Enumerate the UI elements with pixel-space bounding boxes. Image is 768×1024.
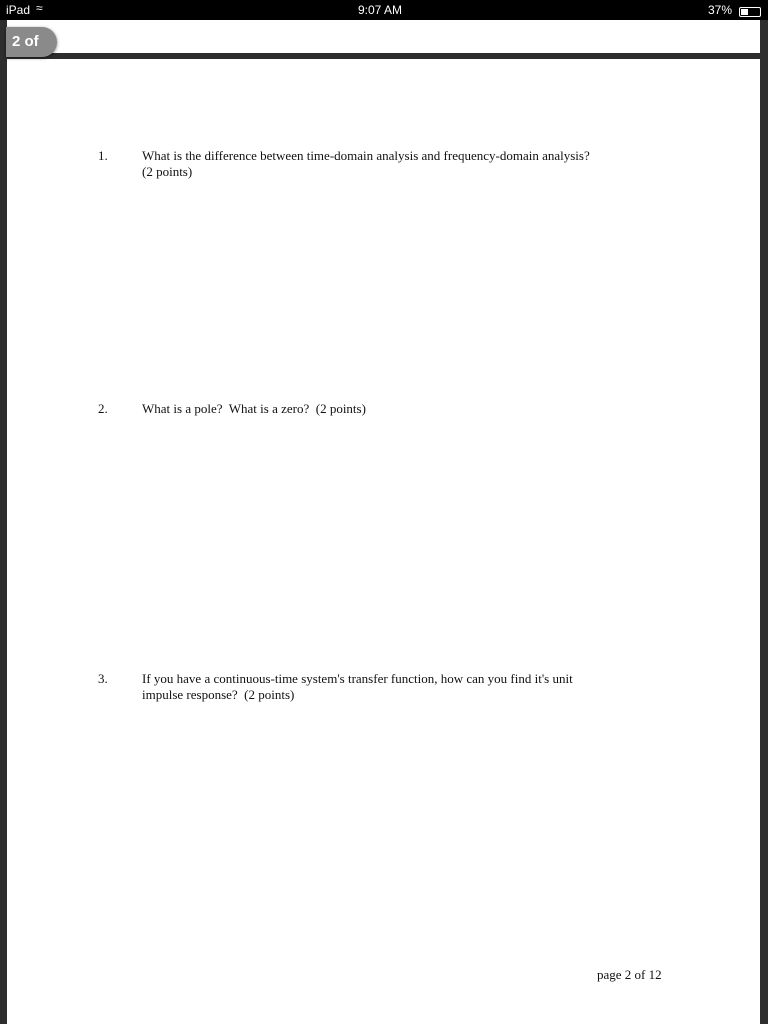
question-2-number: 2. xyxy=(98,401,108,416)
question-3-line: If you have a continuous-time system's transfer function, how can you find it's unit xyxy=(142,671,573,686)
question-2-line: What is a pole? What is a zero? (2 points) xyxy=(142,401,366,416)
document-page[interactable] xyxy=(7,59,760,1024)
previous-page[interactable] xyxy=(7,20,760,53)
question-1-number: 1. xyxy=(98,148,108,163)
clock: 9:07 AM xyxy=(358,3,403,17)
question-3-number: 3. xyxy=(98,671,108,686)
question-3-line: impulse response? (2 points) xyxy=(142,687,295,702)
question-1-line: (2 points) xyxy=(142,164,193,179)
question-1-text xyxy=(142,148,682,180)
question-2-text xyxy=(142,401,682,417)
question-1-line: What is the difference between time-domain analysis and frequency-domain analysis? xyxy=(142,148,590,163)
status-bar xyxy=(0,0,768,20)
page-footer: page 2 of 12 xyxy=(597,967,662,982)
page-indicator-badge: 2 of 12 xyxy=(6,27,57,57)
question-3-text xyxy=(142,671,682,703)
device-label: iPad xyxy=(6,3,31,17)
wifi-icon: ≈ xyxy=(36,1,43,15)
battery-percent: 37% xyxy=(708,3,733,17)
